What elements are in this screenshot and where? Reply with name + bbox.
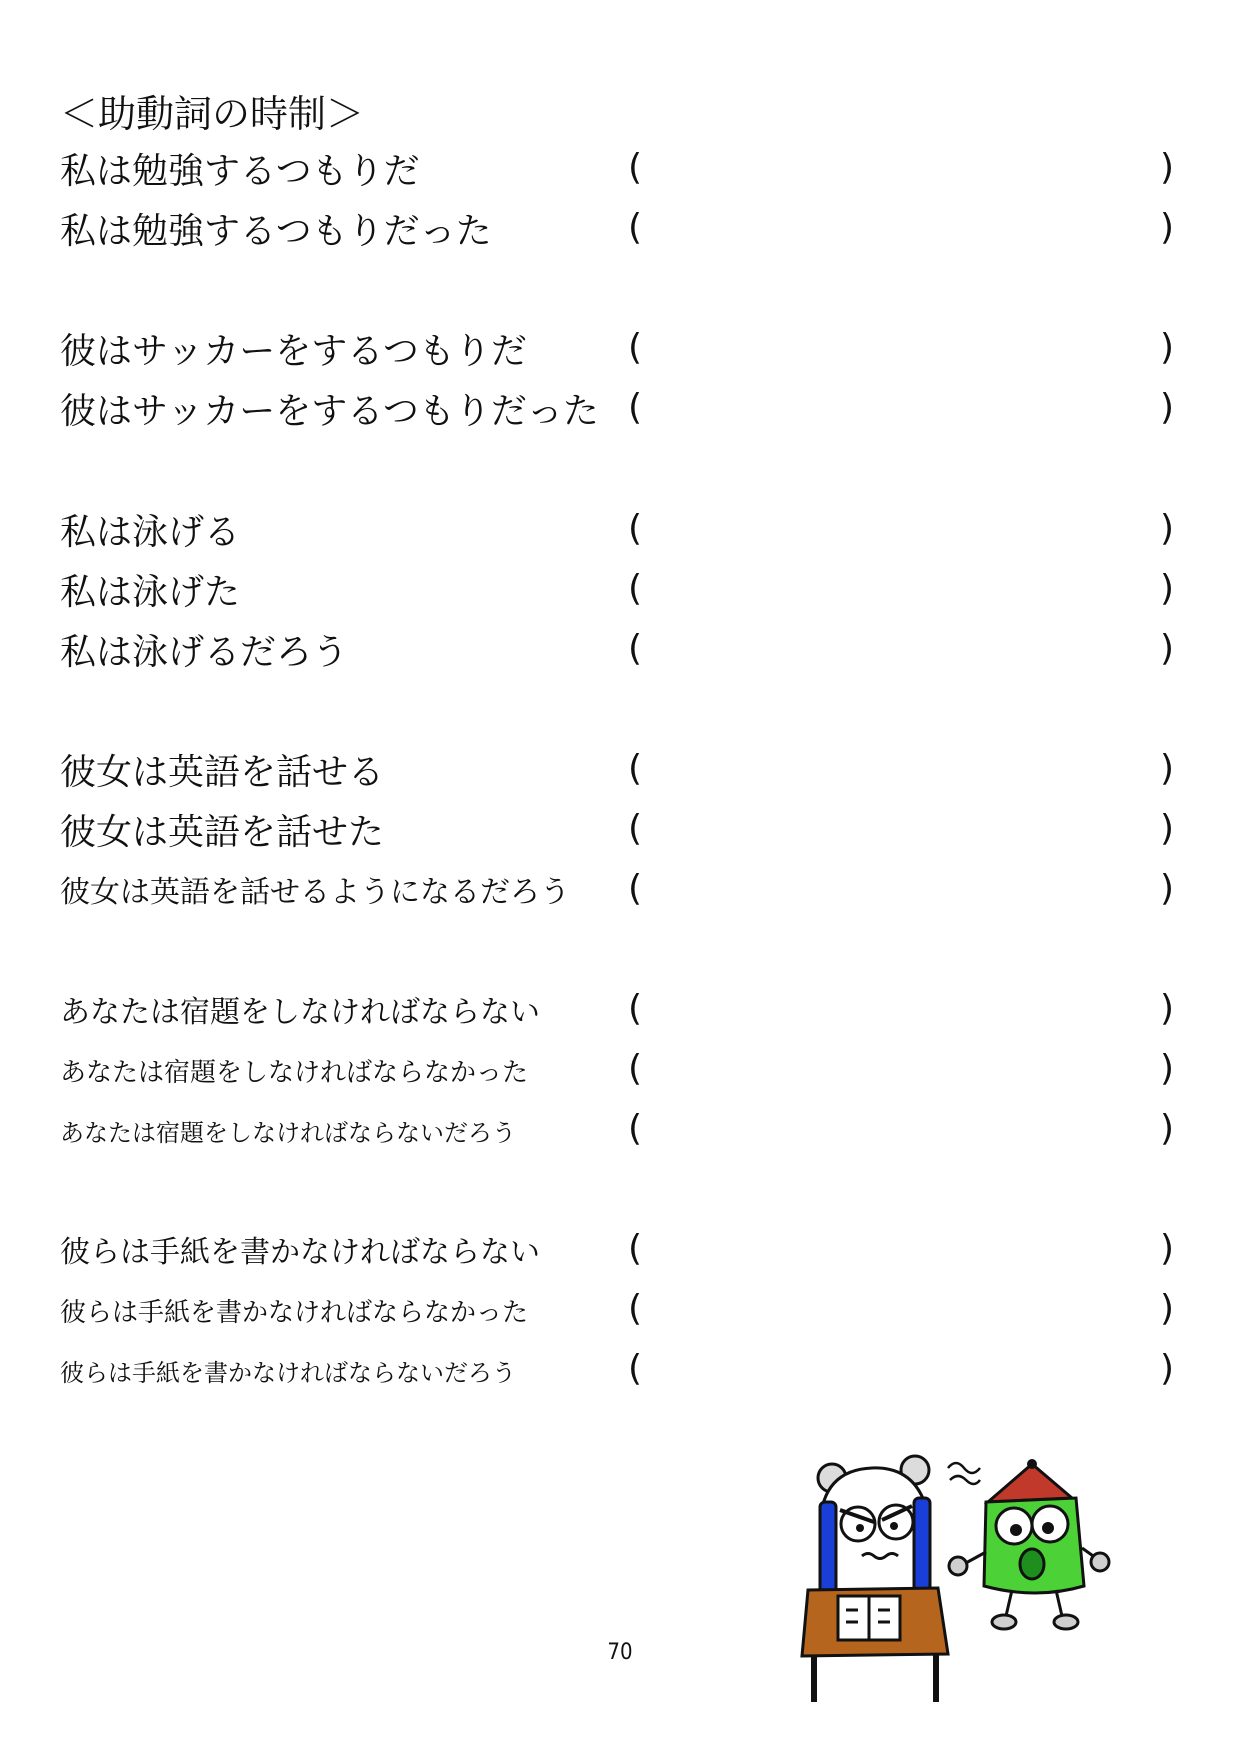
open-paren: (	[628, 808, 643, 849]
close-paren: )	[1160, 568, 1175, 609]
close-paren: )	[1160, 1288, 1175, 1329]
answer-space[interactable]	[660, 631, 1150, 675]
exercise-row	[0, 142, 1240, 202]
close-paren: )	[1160, 868, 1175, 909]
answer-space[interactable]	[660, 330, 1150, 374]
answer-space[interactable]	[660, 571, 1150, 615]
exercise-row	[0, 863, 1240, 923]
answer-space[interactable]	[660, 1051, 1150, 1095]
open-paren: (	[628, 748, 643, 789]
close-paren: )	[1160, 1348, 1175, 1389]
answer-space[interactable]	[660, 150, 1150, 194]
sentence-text: 彼らは手紙を書かなければならなかった	[60, 1298, 529, 1328]
sentence-text: 彼女は英語を話せるようになるだろう	[60, 875, 570, 910]
exercise-row	[0, 503, 1240, 563]
open-paren: (	[628, 1228, 643, 1269]
exercise-row	[0, 322, 1240, 382]
exercise-row	[0, 202, 1240, 262]
open-paren: (	[628, 1108, 643, 1149]
open-paren: (	[628, 1048, 643, 1089]
page-number: 70	[607, 1640, 633, 1665]
sentence-text: 私は勉強するつもりだった	[60, 211, 492, 252]
answer-space[interactable]	[660, 210, 1150, 254]
exercise-row	[0, 1043, 1240, 1103]
open-paren: (	[628, 568, 643, 609]
open-paren: (	[628, 988, 643, 1029]
close-paren: )	[1160, 387, 1175, 428]
exercise-row	[0, 1103, 1240, 1163]
sentence-text: 彼女は英語を話せる	[60, 752, 385, 793]
sentence-text: 彼はサッカーをするつもりだ	[60, 331, 527, 372]
exercise-row	[0, 1343, 1240, 1403]
answer-space[interactable]	[660, 1231, 1150, 1275]
sentence-text: 彼女は英語を話せた	[60, 812, 385, 853]
answer-space[interactable]	[660, 811, 1150, 855]
sentence-text: 彼はサッカーをするつもりだった	[60, 391, 599, 432]
answer-space[interactable]	[660, 1111, 1150, 1155]
open-paren: (	[628, 1348, 643, 1389]
answer-space[interactable]	[660, 1351, 1150, 1395]
sentence-text: 彼らは手紙を書かなければならない	[60, 1235, 540, 1270]
open-paren: (	[628, 147, 643, 188]
page-title: ＜助動詞の時制＞	[60, 92, 365, 136]
open-paren: (	[628, 868, 643, 909]
answer-space[interactable]	[660, 751, 1150, 795]
answer-space[interactable]	[660, 390, 1150, 434]
open-paren: (	[628, 628, 643, 669]
open-paren: (	[628, 508, 643, 549]
open-paren: (	[628, 1288, 643, 1329]
close-paren: )	[1160, 327, 1175, 368]
sentence-text: あなたは宿題をしなければならなかった	[60, 1058, 529, 1088]
close-paren: )	[1160, 207, 1175, 248]
answer-space[interactable]	[660, 871, 1150, 915]
close-paren: )	[1160, 147, 1175, 188]
exercise-row	[0, 983, 1240, 1043]
close-paren: )	[1160, 808, 1175, 849]
close-paren: )	[1160, 1228, 1175, 1269]
exercise-row	[0, 1223, 1240, 1283]
pencil-character	[948, 1459, 1109, 1629]
sentence-text: 私は泳げる	[60, 512, 241, 553]
sentence-text: あなたは宿題をしなければならない	[60, 995, 540, 1030]
sentence-text: あなたは宿題をしなければならないだろう	[60, 1119, 516, 1147]
sentence-text: 私は泳げた	[60, 572, 241, 613]
exercise-row	[0, 803, 1240, 863]
close-paren: )	[1160, 1048, 1175, 1089]
exercise-row	[0, 1283, 1240, 1343]
robot-teacher-character	[818, 1456, 930, 1594]
sentence-text: 私は勉強するつもりだ	[60, 151, 420, 192]
answer-space[interactable]	[660, 991, 1150, 1035]
sentence-text: 私は泳げるだろう	[60, 632, 349, 673]
close-paren: )	[1160, 628, 1175, 669]
exercise-row	[0, 563, 1240, 623]
mascot-illustration	[800, 1440, 1140, 1710]
sentence-text: 彼らは手紙を書かなければならないだろう	[60, 1359, 516, 1387]
exercise-row	[0, 743, 1240, 803]
close-paren: )	[1160, 748, 1175, 789]
open-paren: (	[628, 387, 643, 428]
close-paren: )	[1160, 988, 1175, 1029]
open-paren: (	[628, 207, 643, 248]
exercise-row	[0, 623, 1240, 683]
open-paren: (	[628, 327, 643, 368]
close-paren: )	[1160, 1108, 1175, 1149]
answer-space[interactable]	[660, 511, 1150, 555]
close-paren: )	[1160, 508, 1175, 549]
answer-space[interactable]	[660, 1291, 1150, 1335]
exercise-row	[0, 382, 1240, 442]
